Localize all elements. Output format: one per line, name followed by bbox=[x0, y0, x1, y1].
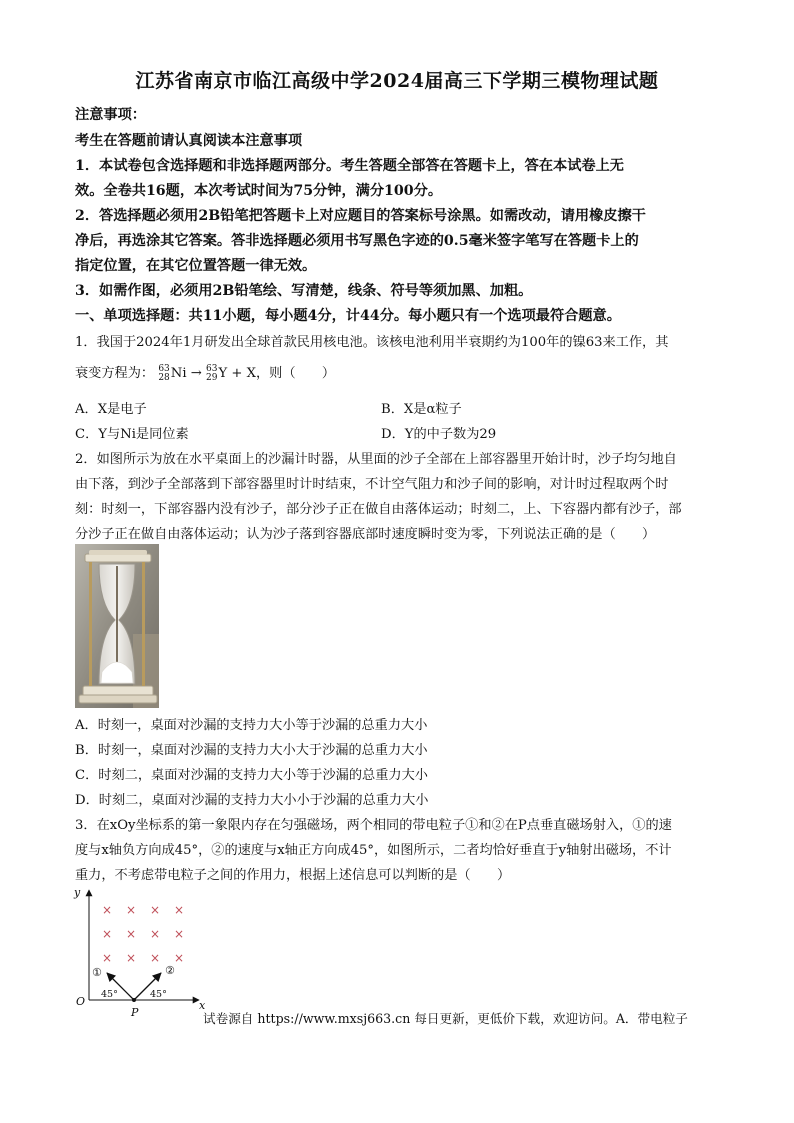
exam-title: 江苏省南京市临江高级中学2024届高三下学期三模物理试题 bbox=[135, 70, 659, 92]
notice-item-3: 3．如需作图，必须用2B铅笔绘、写清楚，线条、符号等须加黑、加粗。 bbox=[75, 283, 533, 299]
q3-stem-line-2: 度与x轴负方向成45°，②的速度与x轴正方向成45°，如图所示，二者均恰好垂直于y轴射出磁场，不计 bbox=[75, 843, 672, 858]
q1-equation-suffix: Y + X，则（ ） bbox=[218, 366, 336, 381]
field-mark-2-1: × bbox=[125, 951, 137, 965]
q2-stem-line-4: 分沙子正在做自由落体运动；认为沙子落到容器底部时速度瞬时变为零，下列说法正确的是（ ） bbox=[75, 527, 656, 542]
field-mark-2-0: × bbox=[101, 951, 113, 965]
q1-equation bbox=[75, 362, 335, 383]
field-mark-1-3: × bbox=[173, 927, 185, 941]
hourglass-photo bbox=[75, 544, 159, 708]
q1-element-ni: Ni bbox=[170, 366, 187, 381]
q1-mass-number-y: 63 bbox=[206, 363, 218, 374]
q1-charge-number-ni: 28 bbox=[158, 372, 170, 383]
q1-charge-number-y: 29 bbox=[206, 372, 218, 383]
field-mark-0-1: × bbox=[125, 903, 137, 917]
q1-arrow: → bbox=[190, 366, 202, 381]
field-mark-1-1: × bbox=[125, 927, 137, 941]
field-mark-2-2: × bbox=[149, 951, 161, 965]
q1-option-d: D．Y的中子数为29 bbox=[381, 427, 497, 442]
q1-option-b: B．X是α粒子 bbox=[381, 402, 462, 417]
angle-1-label: 45° bbox=[101, 989, 118, 1000]
q1-option-a: A．X是电子 bbox=[75, 402, 147, 417]
field-mark-0-0: × bbox=[101, 903, 113, 917]
angle-2-label: 45° bbox=[150, 989, 167, 1000]
x-axis-label: x bbox=[199, 999, 206, 1012]
q1-stem: 1．我国于2024年1月研发出全球首款民用核电池。该核电池利用半衰期约为100年的镍63来工作，其 bbox=[75, 335, 669, 350]
field-mark-0-2: × bbox=[149, 903, 161, 917]
q2-stem-line-1: 2．如图所示为放在水平桌面上的沙漏计时器，从里面的沙子全部在上部容器里开始计时，沙子均匀地自 bbox=[75, 452, 677, 467]
notice-item-1-cont: 效。全卷共16题，本次考试时间为75分钟，满分100分。 bbox=[75, 183, 443, 199]
q3-stem-line-3: 重力，不考虑带电粒子之间的作用力，根据上述信息可以判断的是（ ） bbox=[75, 868, 511, 883]
q2-option-c: C．时刻二，桌面对沙漏的支持力大小等于沙漏的总重力大小 bbox=[75, 768, 428, 783]
notice-item-2-cont: 净后，再选涂其它答案。答非选择题必须用书写黑色字迹的0.5毫米签字笔写在答题卡上的 bbox=[75, 233, 639, 249]
field-mark-1-2: × bbox=[149, 927, 161, 941]
field-mark-1-0: × bbox=[101, 927, 113, 941]
q2-option-a: A．时刻一，桌面对沙漏的支持力大小等于沙漏的总重力大小 bbox=[75, 718, 428, 733]
q3-magnetic-field-diagram bbox=[73, 884, 208, 1020]
notice-heading: 注意事项： bbox=[75, 107, 146, 123]
q1-equation-prefix: 衰变方程为： bbox=[75, 366, 155, 381]
q1-mass-number-ni: 63 bbox=[158, 363, 170, 374]
origin-label: O bbox=[76, 995, 86, 1008]
q2-option-b: B．时刻一，桌面对沙漏的支持力大小大于沙漏的总重力大小 bbox=[75, 743, 428, 758]
field-mark-0-3: × bbox=[173, 903, 185, 917]
y-axis-label: y bbox=[74, 886, 81, 899]
q3-source-and-option-a: 试卷源自 https://www.mxsj663.cn 每日更新，更低价下载，欢迎访问。A．带电粒子 bbox=[203, 1011, 688, 1026]
q1-option-c: C．Y与Ni是同位素 bbox=[75, 427, 189, 442]
notice-item-2: 2．答选择题必须用2B铅笔把答题卡上对应题目的答案标号涂黑。如需改动，请用橡皮擦干 bbox=[75, 208, 646, 224]
point-p-dot bbox=[132, 998, 136, 1002]
section-heading: 一、单项选择题：共11小题，每小题4分，计44分。每小题只有一个选项最符合题意。 bbox=[75, 308, 621, 324]
q3-stem-line-1: 3．在xOy坐标系的第一象限内存在匀强磁场，两个相同的带电粒子①和②在P点垂直磁场射入，①的速 bbox=[75, 818, 672, 833]
field-mark-2-3: × bbox=[173, 951, 185, 965]
particle-1-label: ① bbox=[92, 966, 102, 979]
particle-2-label: ② bbox=[165, 964, 175, 977]
point-p-label: P bbox=[131, 1006, 139, 1019]
q2-option-d: D．时刻二，桌面对沙漏的支持力大小小于沙漏的总重力大小 bbox=[75, 793, 429, 808]
q2-stem-line-2: 由下落，到沙子全部落到下部容器里时计时结束，不计空气阻力和沙子间的影响，对计时过程取两个时 bbox=[75, 477, 669, 492]
magnetic-field-marks bbox=[102, 903, 184, 965]
notice-intro: 考生在答题前请认真阅读本注意事项 bbox=[75, 133, 303, 149]
notice-item-2-cont2: 指定位置，在其它位置答题一律无效。 bbox=[75, 258, 317, 274]
notice-item-1: 1．本试卷包含选择题和非选择题两部分。考生答题全部答在答题卡上，答在本试卷上无 bbox=[75, 158, 624, 174]
q2-stem-line-3: 刻：时刻一，下部容器内没有沙子，部分沙子正在做自由落体运动；时刻二，上、下容器内都有沙子，部 bbox=[75, 502, 682, 517]
